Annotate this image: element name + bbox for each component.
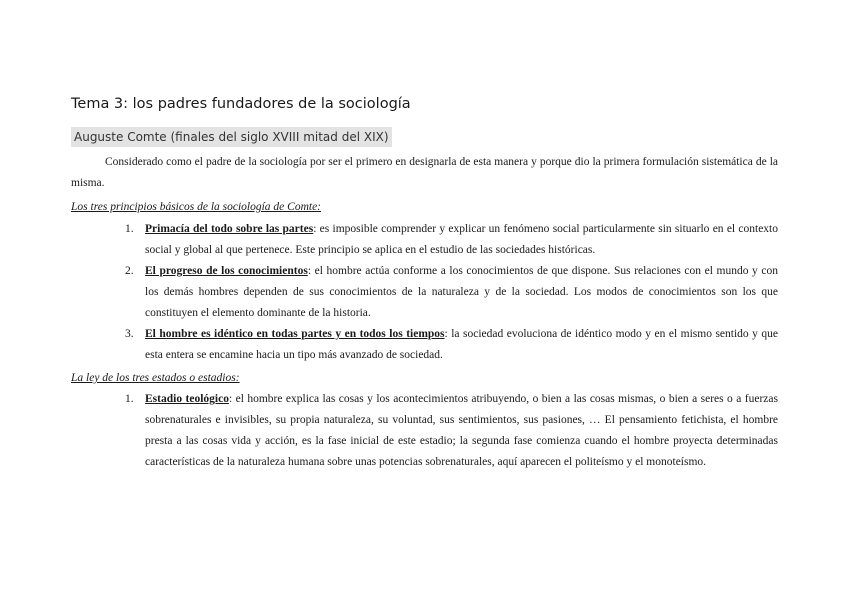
list-text: : la sociedad evoluciona de idéntico modo y en el mismo sentido y que esta entera se encamine hacia un tipo más avanzado de sociedad. (145, 328, 778, 361)
list-number: 2. (125, 265, 134, 277)
page-title: Tema 3: los padres fundadores de la sociología (71, 96, 411, 112)
section-heading-principles: Los tres principios básicos de la sociología de Comte: (71, 201, 322, 213)
states-list (125, 389, 778, 473)
list-number: 1. (125, 393, 134, 405)
principles-list (125, 219, 778, 366)
list-term: El hombre es idéntico en todas partes y en todos los tiempos (145, 328, 445, 340)
list-term: El progreso de los conocimientos (145, 265, 308, 277)
list-item (125, 324, 778, 366)
list-number: 3. (125, 328, 134, 340)
list-text: : el hombre explica las cosas y los acontecimientos atribuyendo, o bien a las cosas mismas, o bien a seres o a fuerzas sobrenaturales e invisibles, su propia naturaleza, su voluntad, sus sentimientos, sus pasiones, … El pensamiento fetichista, el hombre presta a las cosas vida y acción, es la fase inicial de este estadio; la segunda fase comienza cuando el hombre proyecta determinadas características de la naturaleza humana sobre unas potencias sobrenaturales, aquí aparecen el politeísmo y el monoteísmo. (145, 393, 778, 468)
intro-paragraph (71, 152, 778, 194)
list-text: : es imposible comprender y explicar un fenómeno social particularmente sin situarlo en el contexto social y global al que pertenece. Este principio se aplica en el estudio de las sociedades históricas. (145, 223, 779, 256)
subtitle-highlight: Auguste Comte (finales del siglo XVIII mitad del XIX) (71, 127, 392, 147)
list-item (125, 219, 778, 261)
list-term: Primacía del todo sobre las partes (145, 223, 314, 235)
list-item (125, 261, 778, 324)
list-term: Estadio teológico (145, 393, 229, 405)
intro-text: Considerado como el padre de la sociología por ser el primero en designarla de esta manera y porque dio la primera formulación sistemática de la misma. (71, 156, 778, 189)
list-item (125, 389, 778, 473)
list-number: 1. (125, 223, 134, 235)
list-text: : el hombre actúa conforme a los conocimientos de que dispone. Sus relaciones con el mundo y con los demás hombres dependen de sus conocimientos de la naturaleza y de la sociedad. Los modos de conocimientos son los que constituyen el elemento dominante de la historia. (145, 265, 778, 319)
section-heading-three-states: La ley de los tres estados o estadios: (71, 372, 240, 384)
